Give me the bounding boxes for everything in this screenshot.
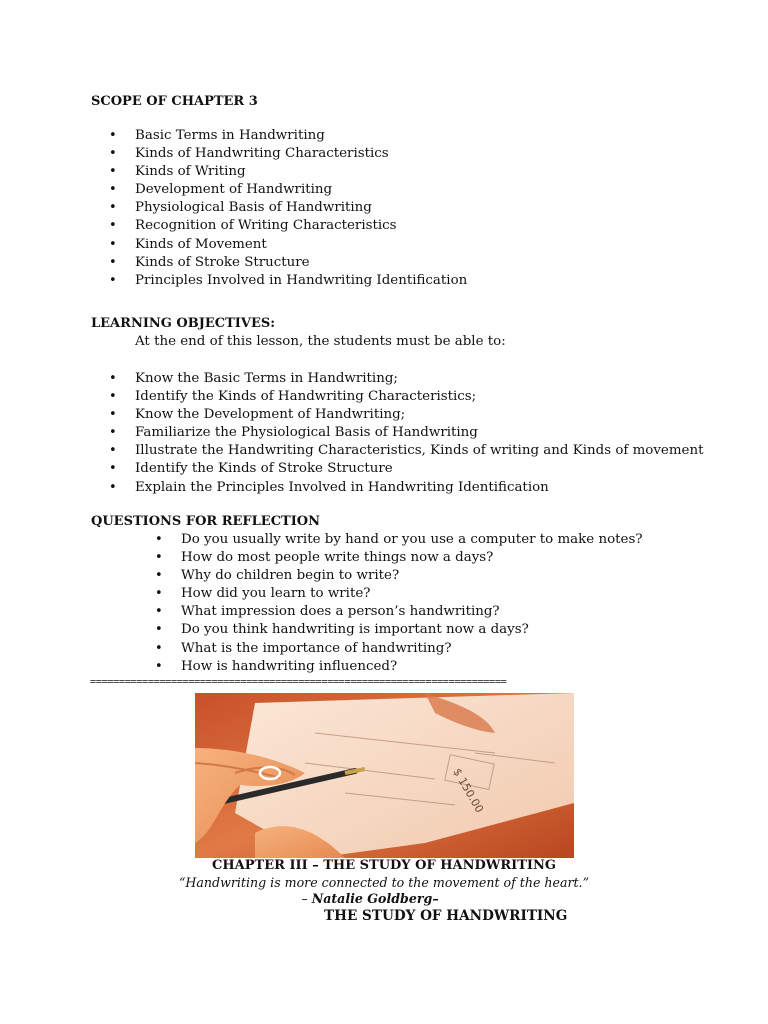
scope-item: • Physiological Basis of Handwriting xyxy=(135,199,467,217)
objective-item: • Identify the Kinds of Stroke Structure xyxy=(135,460,703,478)
reflection-question: • How did you learn to write? xyxy=(181,585,643,603)
objective-item: • Know the Development of Handwriting; xyxy=(135,406,703,424)
objectives-heading: LEARNING OBJECTIVES: xyxy=(91,316,276,331)
attribution-prefix: – xyxy=(301,891,312,906)
attribution-suffix: – xyxy=(432,891,439,906)
scope-item: • Kinds of Writing xyxy=(135,163,467,181)
objective-item: • Know the Basic Terms in Handwriting; xyxy=(135,370,703,388)
scope-item: • Principles Involved in Handwriting Identification xyxy=(135,272,467,290)
reflection-question: • Do you think handwriting is important now a days? xyxy=(181,621,643,639)
objectives-intro: At the end of this lesson, the students must be able to: xyxy=(135,334,506,349)
reflection-question: • What is the importance of handwriting? xyxy=(181,640,643,658)
reflection-question: • How is handwriting influenced? xyxy=(181,658,643,676)
reflection-question: • What impression does a person’s handwriting? xyxy=(181,603,643,621)
scope-list xyxy=(135,127,467,290)
scope-heading: SCOPE OF CHAPTER 3 xyxy=(91,94,258,109)
section-subtitle: THE STUDY OF HANDWRITING xyxy=(324,908,568,924)
quote-attribution xyxy=(0,890,740,908)
objectives-list xyxy=(135,370,703,497)
scope-item: • Recognition of Writing Characteristics xyxy=(135,217,467,235)
reflection-heading: QUESTIONS FOR REFLECTION xyxy=(91,514,321,529)
reflection-question: • How do most people write things now a days? xyxy=(181,549,643,567)
attribution-name: Natalie Goldberg xyxy=(311,891,433,906)
reflection-question: • Why do children begin to write? xyxy=(181,567,643,585)
scope-item: • Kinds of Stroke Structure xyxy=(135,254,467,272)
objective-item: • Illustrate the Handwriting Characteristics, Kinds of writing and Kinds of movement xyxy=(135,442,703,460)
reflection-list xyxy=(181,531,643,676)
check-writing-photo xyxy=(195,693,574,858)
objective-item: • Explain the Principles Involved in Handwriting Identification xyxy=(135,479,703,497)
scope-item: • Kinds of Handwriting Characteristics xyxy=(135,145,467,163)
scope-item: • Kinds of Movement xyxy=(135,236,467,254)
reflection-question: • Do you usually write by hand or you use a computer to make notes? xyxy=(181,531,643,549)
objective-item: • Familiarize the Physiological Basis of Handwriting xyxy=(135,424,703,442)
objective-item: • Identify the Kinds of Handwriting Characteristics; xyxy=(135,388,703,406)
chapter-title: CHAPTER III – THE STUDY OF HANDWRITING xyxy=(212,858,556,873)
scope-item: • Development of Handwriting xyxy=(135,181,467,199)
section-divider: ======================================================================== xyxy=(90,677,507,688)
scope-item: • Basic Terms in Handwriting xyxy=(135,127,467,145)
check-amount: $ 150.00 xyxy=(450,766,487,816)
chapter-quote: “Handwriting is more connected to the movement of the heart.” xyxy=(178,875,590,890)
